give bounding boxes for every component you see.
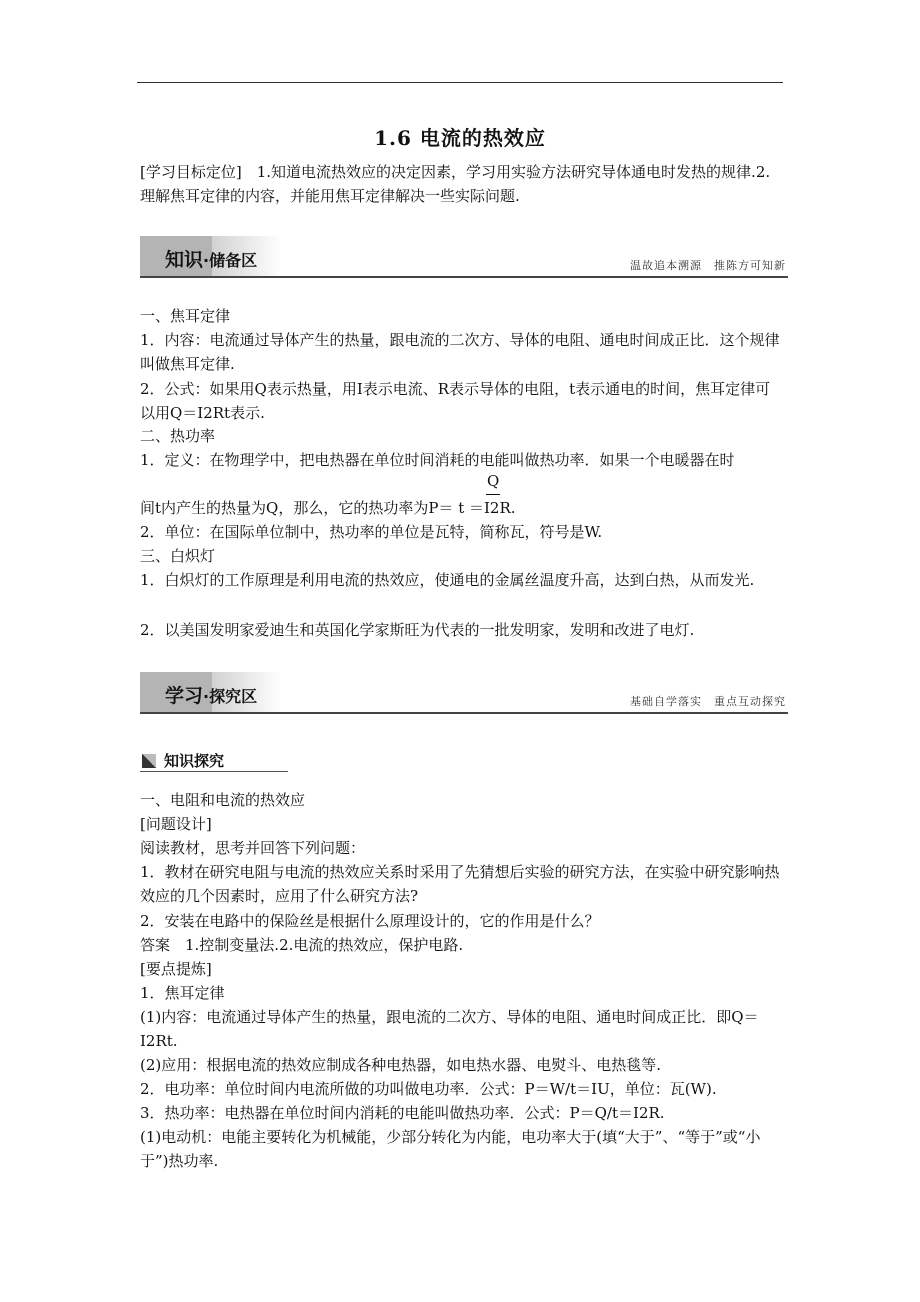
- header-rule: [137, 82, 783, 83]
- paragraph: 2．单位：在国际单位制中，热功率的单位是瓦特，简称瓦，符号是W.: [140, 523, 603, 541]
- paragraph: (1)电动机：电能主要转化为机械能，少部分转化为内能，电功率大于(填“大于”、“等于”或“小于”)热功率.: [140, 1128, 761, 1170]
- triangle-marker-icon: [142, 754, 156, 768]
- paragraph: 间t内产生的热量为Q，那么，它的热功率为P＝ t ＝I2R.: [140, 499, 516, 517]
- section-heading: 一、电阻和电流的热效应: [140, 791, 306, 809]
- knowledge-explore-heading: 知识探究: [140, 750, 288, 772]
- paragraph: 2．电功率：单位时间内电流所做的功叫做电功率．公式：P＝W/t＝IU，单位：瓦(W).: [140, 1080, 717, 1098]
- paragraph: (1)内容：电流通过导体产生的热量，跟电流的二次方、导体的电阻、通电时间成正比．即Q＝I2Rt.: [140, 1008, 759, 1050]
- section-heading: 二、热功率: [140, 427, 216, 445]
- paragraph: (2)应用：根据电流的热效应制成各种电热器，如电热水器、电熨斗、电热毯等.: [140, 1056, 662, 1074]
- section-heading: 一、焦耳定律: [140, 307, 231, 325]
- objectives-label: [学习目标定位]: [140, 163, 242, 181]
- band-title: 学习·探究区: [165, 685, 258, 707]
- fraction-numerator: Q: [487, 472, 500, 490]
- band-slogan: 温故追本溯源 推陈方可知新: [630, 259, 786, 272]
- fraction-bar: [486, 494, 500, 495]
- study-band: [140, 672, 788, 714]
- paragraph: 阅读教材，思考并回答下列问题：: [140, 839, 366, 857]
- objectives-text: 1.知道电流热效应的决定因素，学习用实验方法研究导体通电时发热的规律.2.理解焦耳定律的内容，并能用焦耳定律解决一些实际问题.: [140, 163, 771, 205]
- paragraph: 2．公式：如果用Q表示热量，用I表示电流、R表示导体的电阻，t表示通电的时间，焦耳定律可以用Q＝I2Rt表示.: [140, 380, 771, 422]
- paragraph: 2．以美国发明家爱迪生和英国化学家斯旺为代表的一批发明家，发明和改进了电灯.: [140, 621, 695, 639]
- knowledge-band: [140, 236, 788, 278]
- paragraph: 1．定义：在物理学中，把电热器在单位时间消耗的电能叫做热功率．如果一个电暖器在时: [140, 451, 735, 469]
- section-heading: 三、白炽灯: [140, 547, 216, 565]
- subheading: [问题设计]: [140, 815, 212, 833]
- question: 1．教材在研究电阻与电流的热效应关系时采用了先猜想后实验的研究方法，在实验中研究影响热效应的几个因素时，应用了什么研究方法?: [140, 863, 780, 905]
- band-slogan: 基础自学落实 重点互动探究: [630, 695, 786, 708]
- paragraph: 1．内容：电流通过导体产生的热量，跟电流的二次方、导体的电阻、通电时间成正比．这个规律叫做焦耳定律.: [140, 331, 780, 373]
- paragraph: 1．白炽灯的工作原理是利用电流的热效应，使通电的金属丝温度升高，达到白热，从而发光.: [140, 571, 755, 589]
- subheading: [要点提炼]: [140, 960, 212, 978]
- band-title: 知识·储备区: [165, 249, 258, 271]
- paragraph: 1．焦耳定律: [140, 984, 225, 1002]
- paragraph: 3．热功率：电热器在单位时间内消耗的电能叫做热功率．公式：P＝Q/t＝I2R.: [140, 1104, 665, 1122]
- learning-objectives: [140, 160, 784, 208]
- question: 2．安装在电路中的保险丝是根据什么原理设计的，它的作用是什么？: [140, 912, 600, 930]
- page-title: 1.6 电流的热效应: [374, 126, 546, 150]
- answer: 答案 1.控制变量法.2.电流的热效应，保护电路.: [140, 936, 464, 954]
